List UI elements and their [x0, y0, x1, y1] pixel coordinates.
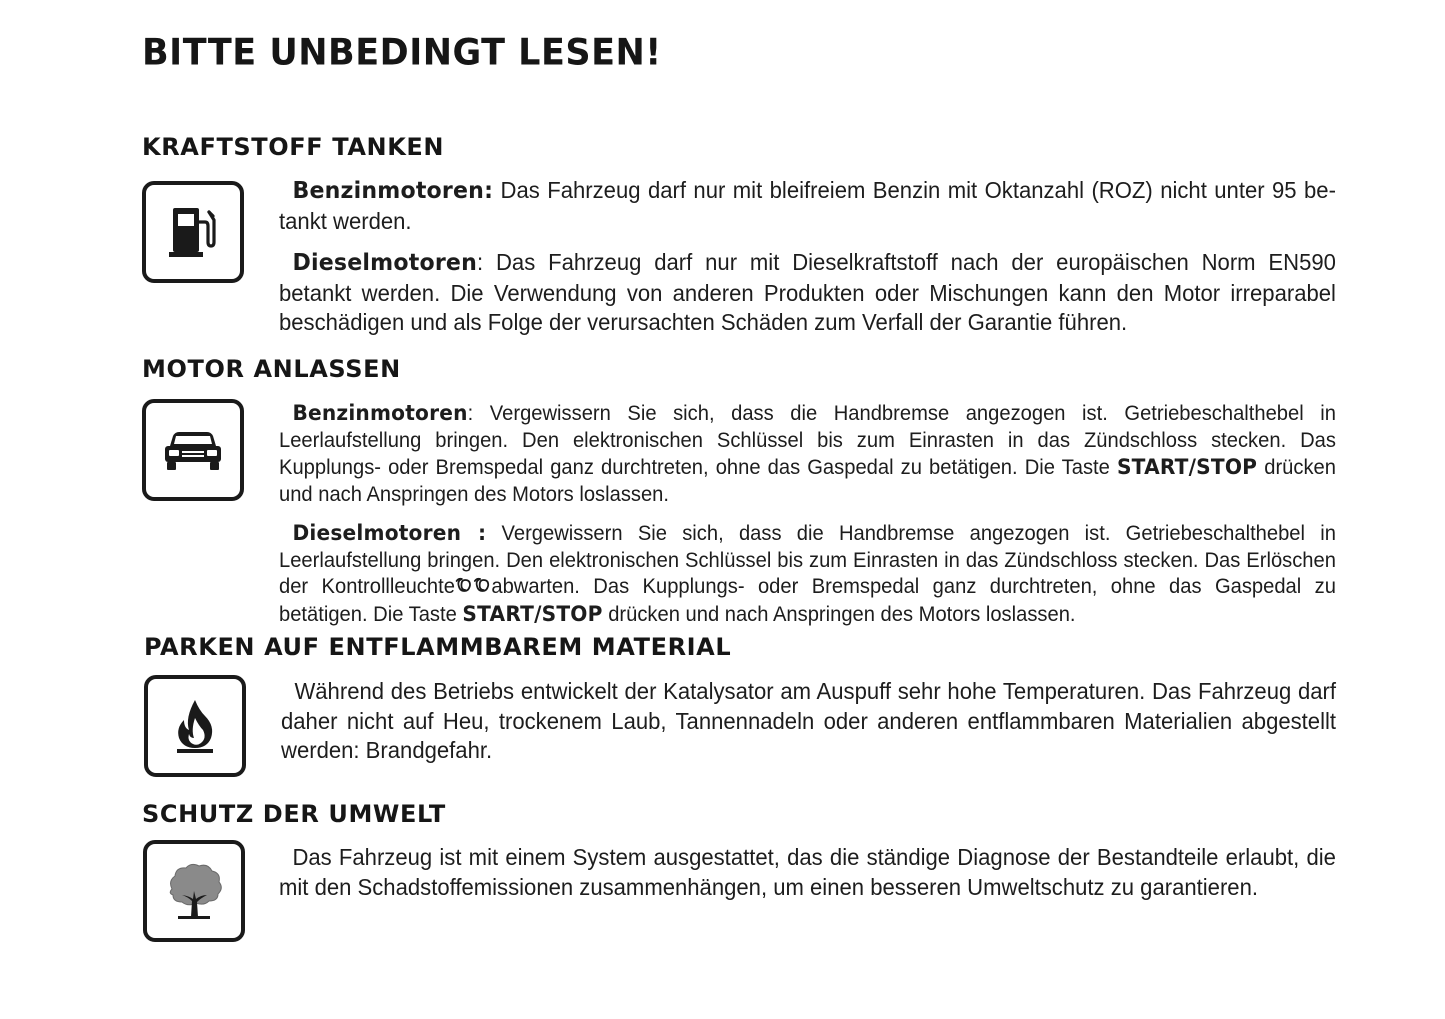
- start-petrol-text-after: drücken und nach Anspringen des Motors loslassen.: [279, 456, 1336, 506]
- start-stop-key-label: START/STOP: [1116, 455, 1258, 480]
- fuel-petrol-text: Das Fahrzeug darf nur mit bleifreiem Benzin mit Oktanzahl (ROZ) nicht unter 95 betankt werden.: [279, 177, 1336, 234]
- environment-paragraph: Das Fahrzeug ist mit einem System ausgestattet, das die ständige Diagnose der Bestandteile erlaubt, die mit den Schadstoffemissionen zusammenhängen, um einen besseren Umweltschutz zu garantieren.: [279, 844, 1336, 900]
- fuel-petrol-paragraph: [279, 176, 1336, 236]
- parking-icon-box: [144, 675, 246, 777]
- start-diesel-label: Dieselmotoren :: [292, 521, 487, 545]
- start-petrol-text-before: : Vergewissern Sie sich, dass die Handbremse angezogen ist. Getriebeschalthebel in Leerlaufstellung bringen. Den elektronischen Schlüssel bis zum Einrasten in das Zündschloss stecken. Das Kupplungs- oder Bremspedal ganz durchtreten, ohne das Gaspedal zu betätigen. Die Taste: [279, 402, 1336, 480]
- car-front-icon: [157, 414, 229, 486]
- start-petrol-label: Benzinmotoren: [292, 401, 468, 425]
- section-title-environment: SCHUTZ DER UMWELT: [142, 800, 446, 828]
- fuel-icon-box: [142, 181, 244, 283]
- parking-paragraph: Während des Betriebs entwickelt der Katalysator am Auspuff sehr hohe Temperaturen. Das Fahrzeug darf daher nicht auf Heu, trockenem Laub, Tannennadeln oder anderen entflammbaren Materialien abgestellt werden: Brandgefahr.: [281, 678, 1337, 763]
- glow-plug-icon: [455, 577, 491, 595]
- fuel-diesel-label: Dieselmotoren: [292, 250, 477, 276]
- start-diesel-paragraph: [279, 520, 1336, 628]
- fuel-petrol-label: Benzinmotoren:: [292, 178, 494, 204]
- tree-icon: [158, 855, 230, 927]
- environment-icon-box: [143, 840, 245, 942]
- start-petrol-paragraph: [279, 400, 1336, 508]
- start-diesel-text-1: Vergewissern Sie sich, dass die Handbremse angezogen ist. Getriebeschalthebel in Leerlaufstellung bringen. Den elektronischen Schlüssel bis zum Einrasten in das Zündschloss stecken. Das Erlöschen der Kontrollleuchte: [279, 522, 1336, 599]
- section-title-start: MOTOR ANLASSEN: [142, 355, 401, 383]
- fuel-diesel-text: : Das Fahrzeug darf nur mit Dieselkraftstoff nach der europäischen Norm EN590 betankt werden. Die Verwendung von anderen Produkten oder Mischungen kann den Motor irreparabel beschädigen und als Folge der verursachten Schäden zum Verfall der Garantie führen.: [279, 249, 1336, 335]
- page-title: BITTE UNBEDINGT LESEN!: [142, 32, 662, 74]
- start-diesel-text-3: drücken und nach Anspringen des Motors loslassen.: [602, 602, 1076, 626]
- fuel-pump-icon: [157, 196, 229, 268]
- section-title-parking: PARKEN AUF ENTFLAMMBAREM MATERIAL: [144, 633, 732, 661]
- section-title-fuel: KRAFTSTOFF TANKEN: [142, 133, 445, 161]
- start-stop-key-label-diesel: START/STOP: [462, 601, 603, 626]
- start-icon-box: [142, 399, 244, 501]
- flame-icon: [159, 690, 231, 762]
- fuel-diesel-paragraph: [279, 248, 1336, 338]
- start-diesel-text-2: abwarten. Das Kupplungs- oder Bremspedal ganz durchtreten, ohne das Gaspedal zu betätigen. Die Taste: [279, 575, 1336, 626]
